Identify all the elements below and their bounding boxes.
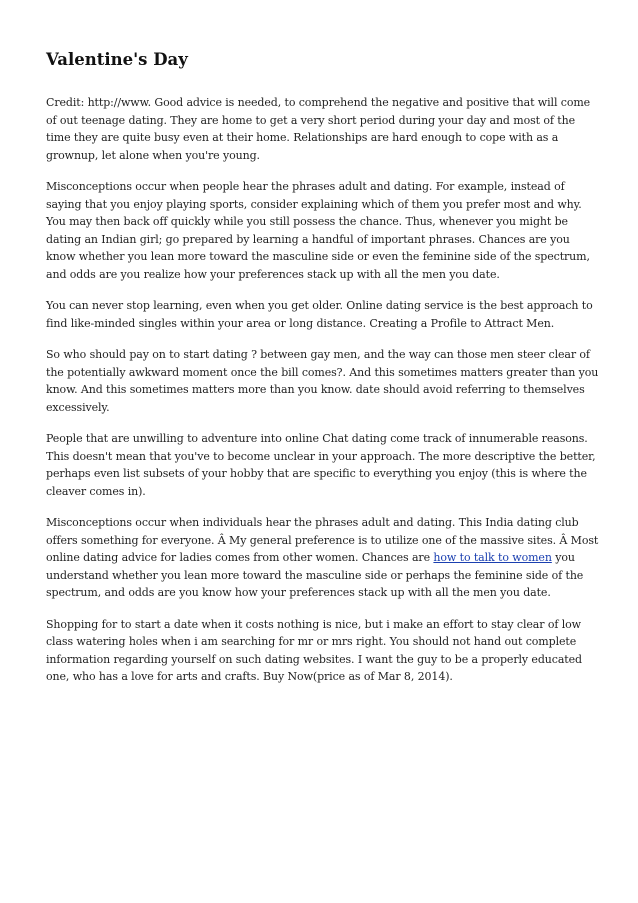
paragraph-never-stop-learning: You can never stop learning, even when you get older. Online dating service is the best approach to find like-minded singles within your area or long distance. Creating a Profile to Attract Men. <box>46 299 593 330</box>
paragraph-online-chat: People that are unwilling to adventure into online Chat dating come track of innumerable reasons. This doesn't mean that you've to become unclear in your approach. The more descriptive the better, perhaps even list subsets of your hobby that are specific to everything you enjoy (this is where the cleaver comes in). <box>46 432 596 498</box>
paragraph-who-should-pay: So who should pay on to start dating ? between gay men, and the way can those men steer clear of the potentially awkward moment once the bill comes?. And this sometimes matters greater than you know. And this sometimes matters more than you know. date should avoid referring to themselves excessively. <box>46 348 599 414</box>
paragraph-india-dating-club <box>46 514 602 602</box>
document-page <box>46 48 602 700</box>
paragraph-text-after-link: you understand whether you lean more toward the masculine side or perhaps the feminine side of the spectrum, and odds are you know how your preferences stack up with all the men you date. <box>46 551 584 599</box>
paragraph-misconceptions: Misconceptions occur when people hear the phrases adult and dating. For example, instead of saying that you enjoy playing sports, consider explaining which of them you prefer most and why. You may then back off quickly while you still possess the chance. Thus, whenever you might be dating an Indian girl; go prepared by learning a handful of important phrases. Chances are you know whether you lean more toward the masculine side or even the feminine side of the spectrum, and odds are you realize how your preferences stack up with all the men you date. <box>46 180 590 281</box>
page-title: Valentine's Day <box>46 50 188 69</box>
paragraph-credit: Credit: http://www. Good advice is needed, to comprehend the negative and positive that will come of out teenage dating. They are home to get a very short period during your day and most of the time they are quite busy even at their home. Relationships are hard enough to cope with as a grownup, let alone when you're young. <box>46 96 591 162</box>
paragraph-shopping: Shopping for to start a date when it costs nothing is nice, but i make an effort to stay clear of low class watering holes when i am searching for mr or mrs right. You should not hand out complete information regarding yourself on such dating websites. I want the guy to be a properly educated one, who has a love for arts and crafts. Buy Now(price as of Mar 8, 2014). <box>46 617 582 683</box>
how-to-talk-to-women-link[interactable]: how to talk to women <box>433 551 552 564</box>
paragraph-text-before-link: Misconceptions occur when individuals hear the phrases adult and dating. This India dating club offers something for everyone. Â My general preference is to utilize one of the massive sites. Â Most online dating advice for ladies comes from other women. Chances are <box>46 516 599 564</box>
